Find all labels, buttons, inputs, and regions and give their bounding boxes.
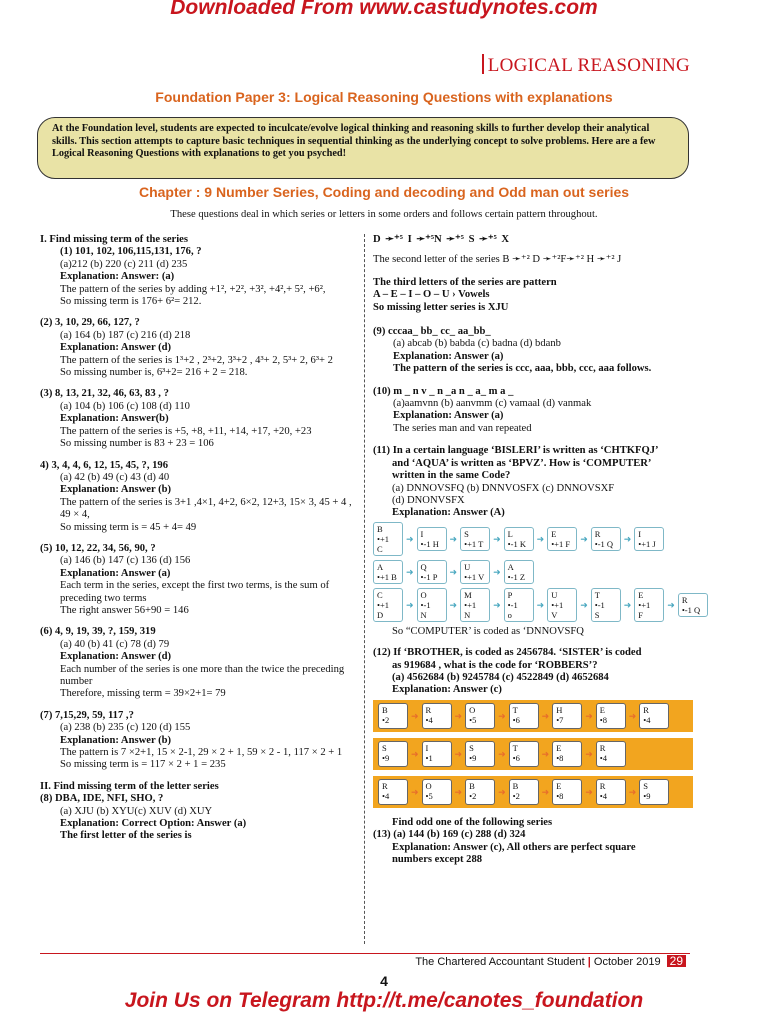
- question-10: [373, 386, 705, 436]
- arrow-icon: ➜: [493, 533, 501, 544]
- heading-bar: [482, 54, 484, 74]
- code-box-text: I: [420, 528, 424, 539]
- question-3: [40, 388, 355, 450]
- code-box-text: •-1: [507, 599, 518, 610]
- code-box-text: O: [425, 780, 432, 791]
- code-box-text: •-1: [594, 599, 605, 610]
- q6-line2: Therefore, missing term = 39×2+1= 79: [60, 688, 226, 700]
- question-7: [40, 710, 355, 772]
- q13-series: (13) (a) 144 (b) 169 (c) 288 (d) 324: [373, 829, 526, 841]
- code-box-text: •8: [556, 752, 564, 763]
- code-box-text: •2: [382, 714, 390, 725]
- code-box: [596, 741, 626, 767]
- code-box-text: •+1: [638, 599, 651, 610]
- code-box-text: S: [382, 742, 387, 753]
- q9-explanation: Explanation: Answer (a): [393, 350, 504, 362]
- question-8: [40, 781, 355, 843]
- footer-rule: [40, 953, 690, 954]
- code-box-text: •7: [556, 714, 564, 725]
- section-heading: [482, 54, 690, 74]
- paper-title: Foundation Paper 3: Logical Reasoning Questions with explanations: [155, 89, 613, 105]
- code-box-text: B: [377, 523, 383, 534]
- column-divider: [364, 234, 365, 944]
- code-box-text: I: [638, 528, 642, 539]
- arrow-icon: ➜: [585, 710, 593, 721]
- arrow-icon: ➜: [406, 599, 414, 610]
- q4-line2: So missing term is = 45 + 4= 49: [60, 521, 197, 533]
- q5-line2: The right answer 56+90 = 146: [60, 604, 189, 616]
- arrow-icon: ➜: [449, 599, 458, 610]
- code-box: [422, 741, 452, 767]
- q8-explanation: Explanation: Correct Option: Answer (a): [60, 818, 247, 830]
- q11-answer: So “COMPUTER’ is coded as ‘DNNOVSFQ: [392, 625, 584, 637]
- code-box: [547, 527, 577, 551]
- code-box-text: •4: [599, 752, 607, 763]
- code-box: [465, 779, 495, 805]
- code-box-text: •9: [382, 752, 390, 763]
- footer-issue: October 2019: [593, 956, 661, 968]
- code-box: [504, 527, 534, 551]
- q7-explanation: Explanation: Answer (b): [60, 734, 172, 746]
- code-box-text: •8: [556, 790, 564, 801]
- code-box-text: •6: [512, 714, 520, 725]
- code-box-text: S: [643, 780, 649, 791]
- arrow-icon: ➜: [493, 566, 501, 577]
- footer-page-number: 29: [667, 955, 686, 967]
- code-box-text: E: [556, 780, 562, 791]
- q13-heading: Find odd one of the following series: [392, 816, 553, 828]
- code-box-text: •1: [425, 752, 433, 763]
- code-box-text: •+1 V: [464, 571, 485, 582]
- code-box-text: L: [507, 528, 513, 539]
- code-box: [678, 593, 708, 617]
- q9-series: (9) cccaa_ bb_ cc_ aa_bb_: [373, 326, 491, 338]
- right-column: [373, 234, 705, 875]
- code-box-text: •+1: [464, 599, 477, 610]
- code-box: [422, 703, 452, 729]
- code-box: [373, 588, 403, 622]
- q6-line1: Each number of the series is one more than the twice the preceding number: [60, 663, 345, 687]
- code-box-text: •-1 H: [420, 538, 439, 549]
- code-box-text: •-1 K: [507, 538, 526, 549]
- code-box-text: •9: [469, 752, 477, 763]
- chapter-subtitle: These questions deal in which series or letters in some orders and follows certain pattern throughout.: [170, 209, 598, 220]
- arrow-icon: ➜: [411, 710, 419, 721]
- code-box-text: R: [382, 780, 388, 791]
- footer-separator: |: [587, 956, 591, 968]
- arrow-icon: ➜: [623, 599, 632, 610]
- top-banner[interactable]: Downloaded From www.castudynotes.com: [170, 0, 598, 19]
- code-box-text: R: [599, 780, 606, 791]
- arrow-icon: ➜: [667, 599, 675, 610]
- arrow-icon: ➜: [406, 566, 414, 577]
- arrow-icon: ➜: [498, 748, 506, 759]
- q12-line2: as 919684 , what is the code for ‘ROBBERS’?: [392, 659, 598, 671]
- q4-options: (a) 42 (b) 49 (c) 43 (d) 40: [60, 471, 170, 483]
- q2-line1: The pattern of the series is 1³+2 , 2³+2, 3³+2 , 4³+ 2, 5³+ 2, 6³+ 2: [60, 354, 333, 366]
- question-5: [40, 543, 355, 617]
- arrow-icon: ➜: [536, 533, 545, 544]
- footer-magazine: The Chartered Accountant Student: [415, 956, 585, 968]
- question-4: [40, 460, 355, 534]
- q12-code-row-3: [373, 776, 693, 808]
- q3-explanation: Explanation: Answer(b): [60, 413, 169, 425]
- q7-options: (a) 238 (b) 235 (c) 120 (d) 155: [60, 722, 191, 734]
- q10-series: (10) m _ n v _ n _a n _ a_ m a _: [373, 385, 514, 397]
- arrow-icon: ➜: [498, 786, 506, 797]
- q8-answer: So missing letter series is XJU: [373, 301, 509, 313]
- code-box-text: B: [382, 704, 388, 715]
- q5-line1: Each term in the series, except the first two terms, is the sum of preceding two terms: [60, 580, 330, 604]
- q11-options-1: (a) DNNOVSFQ (b) DNNVOSFX (c) DNNOVSXF: [392, 482, 615, 494]
- code-box-text: M: [464, 589, 472, 600]
- code-box-text: A: [377, 561, 384, 572]
- code-box: [509, 779, 539, 805]
- code-box-text: •+1: [551, 599, 564, 610]
- q8-line1: The first letter of the series is: [60, 830, 192, 842]
- arrow-icon: ➜: [580, 599, 588, 610]
- q5-explanation: Explanation: Answer (a): [60, 567, 171, 579]
- q1-line2: So missing term is 176+ 6²= 212.: [60, 296, 202, 308]
- q1-options: (a)212 (b) 220 (c) 211 (d) 235: [60, 258, 188, 270]
- q8-arrow-line-1: D ➛⁺⁵ I ➛⁺⁵N ➛⁺⁵ S ➛⁺⁵ X: [373, 234, 510, 245]
- q4-explanation: Explanation: Answer (b): [60, 484, 172, 496]
- q11-code-row-1: [373, 522, 705, 556]
- code-box-text: •8: [599, 714, 607, 725]
- code-box-text: T: [512, 704, 518, 715]
- code-box-text: U: [551, 589, 558, 600]
- code-box-text: o: [507, 609, 512, 620]
- code-box: [417, 588, 447, 622]
- arrow-icon: ➜: [541, 710, 550, 721]
- code-box-text: P: [507, 589, 513, 600]
- q8-series: (8) DBA, IDE, NFI, SHO, ?: [40, 793, 164, 805]
- q2-line2: So missing number is, 6³+2= 216 + 2 = 218.: [60, 367, 248, 379]
- code-box-text: C: [377, 543, 383, 554]
- q4-line1: The pattern of the series is 3+1 ,4×1, 4+2, 6×2, 12+3, 15× 3, 45 + 4 , 49 × 4,: [60, 496, 352, 521]
- q11-options-2: (d) DNONVSFX: [392, 494, 465, 506]
- code-box-text: •+1 T: [464, 538, 484, 549]
- code-box-text: I: [425, 742, 429, 753]
- code-box-text: R: [599, 742, 606, 753]
- code-box: [460, 588, 490, 622]
- q12-code-row-1: [373, 700, 693, 732]
- q8-vowels: A – E – I – O – U › Vowels: [373, 289, 490, 301]
- code-box: [465, 703, 495, 729]
- q11-code-row-3: [373, 588, 705, 622]
- q6-explanation: Explanation: Answer (d): [60, 651, 172, 663]
- q8-arrow-line-2: The second letter of the series B ➛⁺² D ➛⁺²F➛⁺² H ➛⁺² J: [373, 254, 622, 266]
- arrow-icon: ➜: [454, 710, 463, 721]
- code-box-text: •-1: [420, 599, 431, 610]
- arrow-icon: ➜: [585, 748, 593, 759]
- code-box-text: •-1 Z: [507, 571, 526, 582]
- arrow-icon: ➜: [454, 786, 463, 797]
- q10-options: (a)aamvnn (b) aanvmm (c) vamaal (d) vanmak: [393, 398, 592, 410]
- arrow-icon: ➜: [536, 599, 545, 610]
- arrow-icon: ➜: [406, 533, 414, 544]
- q2-options: (a) 164 (b) 187 (c) 216 (d) 218: [60, 329, 191, 341]
- q11-line1: (11) In a certain language ‘BISLERI’ is written as ‘CHTKFQJ’: [373, 445, 659, 457]
- code-box-text: •5: [425, 790, 433, 801]
- code-box: [378, 703, 408, 729]
- code-box-text: •-1 Q: [681, 604, 701, 615]
- code-box-text: U: [464, 561, 471, 572]
- code-box-text: •4: [425, 714, 433, 725]
- code-box: [509, 741, 539, 767]
- code-box-text: •-1 P: [420, 571, 438, 582]
- q5-options: (a) 146 (b) 147 (c) 136 (d) 156: [60, 555, 191, 567]
- q4-series: 4) 3, 4, 4, 6, 12, 15, 45, ?, 196: [40, 459, 169, 471]
- q5-series: (5) 10, 12, 22, 34, 56, 90, ?: [40, 542, 156, 554]
- code-box: [591, 588, 621, 622]
- code-box: [417, 560, 447, 584]
- q7-line2: So missing term is = 117 × 2 + 1 = 235: [60, 759, 226, 771]
- code-box-text: T: [594, 589, 600, 600]
- code-box-text: •2: [512, 790, 520, 801]
- code-box-text: •+1 J: [638, 538, 656, 549]
- code-box-text: O: [469, 704, 476, 715]
- code-box-text: N: [420, 609, 427, 620]
- code-box-text: E: [599, 704, 605, 715]
- code-box-text: •+1 B: [377, 571, 397, 582]
- code-box-text: O: [420, 589, 427, 600]
- code-box-text: R: [643, 704, 649, 715]
- q11-line3: written in the same Code?: [392, 470, 511, 482]
- footer: [415, 955, 686, 968]
- code-box-text: •+1: [377, 533, 390, 544]
- q1-line1: The pattern of the series by adding +1², +2², +3², +4²,+ 5², +6²,: [60, 283, 326, 295]
- q6-options: (a) 40 (b) 41 (c) 78 (d) 79: [60, 638, 170, 650]
- q1-explanation: Explanation: Answer: (a): [60, 271, 175, 283]
- code-box-text: Q: [420, 561, 427, 572]
- code-box-text: •+1 F: [551, 538, 571, 549]
- q10-line1: The series man and van repeated: [393, 422, 532, 434]
- arrow-icon: ➜: [541, 786, 550, 797]
- q12-line1: (12) If ‘BROTHER, is coded as 2456784. ‘SISTER’ is coded: [373, 647, 642, 659]
- arrow-icon: ➜: [623, 533, 632, 544]
- question-6: [40, 626, 355, 700]
- q8-options: (a) XJU (b) XYU(c) XUV (d) XUY: [60, 805, 213, 817]
- code-box: [504, 588, 534, 622]
- q3-line1: The pattern of the series is +5, +8, +11, +14, +17, +20, +23: [60, 425, 312, 437]
- code-box-text: H: [556, 704, 563, 715]
- section-heading-text: LOGICAL REASONING: [487, 55, 690, 76]
- q2-explanation: Explanation: Answer (d): [60, 342, 172, 354]
- code-box-text: D: [377, 609, 384, 620]
- code-box-text: V: [551, 609, 558, 620]
- question-11: [373, 445, 705, 638]
- code-box-text: C: [377, 589, 383, 600]
- q12-code-row-2: [373, 738, 693, 770]
- code-box-text: S: [594, 609, 600, 620]
- code-box: [552, 779, 582, 805]
- code-box-text: •4: [643, 714, 651, 725]
- q9-line1: The pattern of the series is ccc, aaa, bbb, ccc, aaa follows.: [393, 363, 652, 375]
- arrow-icon: ➜: [498, 710, 506, 721]
- code-box: [639, 703, 669, 729]
- code-box: [373, 560, 403, 584]
- code-box: [378, 779, 408, 805]
- question-9: [373, 326, 705, 376]
- code-box: [509, 703, 539, 729]
- question-12: [373, 647, 705, 808]
- code-box: [634, 527, 664, 551]
- code-box: [596, 703, 626, 729]
- q1-heading: I. Find missing term of the series: [40, 234, 189, 245]
- arrow-icon: ➜: [454, 748, 463, 759]
- code-box-text: B: [469, 780, 475, 791]
- q3-series: (3) 8, 13, 21, 32, 46, 63, 83 , ?: [40, 388, 169, 400]
- arrow-icon: ➜: [449, 566, 458, 577]
- arrow-icon: ➜: [585, 786, 593, 797]
- code-box-text: •2: [469, 790, 477, 801]
- q3-line2: So missing number is 83 + 23 = 106: [60, 438, 214, 450]
- arrow-icon: ➜: [628, 710, 637, 721]
- q11-line2: and ‘AQUA’ is written as ‘BPVZ’. How is ‘COMPUTER’: [392, 457, 652, 469]
- code-box-text: S: [469, 742, 474, 753]
- code-box-text: N: [464, 609, 471, 620]
- code-box: [465, 741, 495, 767]
- arrow-icon: ➜: [411, 748, 419, 759]
- arrow-icon: ➜: [449, 533, 458, 544]
- code-box: [460, 560, 490, 584]
- code-box-text: •5: [469, 714, 477, 725]
- q1-series: (1) 101, 102, 106,115,131, 176, ?: [60, 246, 202, 258]
- code-box: [634, 588, 664, 622]
- q8-heading: II. Find missing term of the letter series: [40, 780, 219, 792]
- q8-third-letters: The third letters of the series are pattern: [373, 276, 557, 288]
- code-box-text: S: [464, 528, 469, 539]
- code-box: [378, 741, 408, 767]
- arrow-icon: ➜: [411, 786, 419, 797]
- code-box: [373, 522, 403, 556]
- q12-explanation: Explanation: Answer (c): [392, 684, 502, 696]
- code-box: [552, 703, 582, 729]
- q12-options: (a) 4562684 (b) 9245784 (c) 4522849 (d) 4652684: [392, 671, 609, 683]
- page-number: 4: [380, 973, 388, 989]
- code-box: [596, 779, 626, 805]
- arrow-icon: ➜: [580, 533, 588, 544]
- code-box: [552, 741, 582, 767]
- code-box: [422, 779, 452, 805]
- question-13: [373, 817, 705, 867]
- code-box-text: R: [594, 528, 601, 539]
- intro-box: At the Foundation level, students are expected to inculcate/evolve logical thinking and reasoning skills to further develop their analytical skills. This section attempts to capture basic techniques in sequential thinking as the underlying concept to solve problems. Here are a few Logical Reasoning Questions with explanations to get you psyched!: [37, 117, 689, 179]
- code-box-text: R: [681, 594, 688, 605]
- code-box: [504, 560, 534, 584]
- code-box: [460, 527, 490, 551]
- arrow-icon: ➜: [541, 748, 550, 759]
- q11-code-row-2: [373, 560, 705, 584]
- code-box-text: •4: [382, 790, 390, 801]
- arrow-icon: ➜: [628, 786, 637, 797]
- code-box-text: •4: [599, 790, 607, 801]
- code-box-text: •-1 Q: [594, 538, 614, 549]
- question-2: [40, 317, 355, 379]
- q7-line1: The pattern is 7 ×2+1, 15 × 2-1, 29 × 2 + 1, 59 × 2 - 1, 117 × 2 + 1: [60, 747, 343, 759]
- q9-options: (a) abcab (b) babda (c) badna (d) bdanb: [393, 338, 561, 350]
- q7-series: (7) 7,15,29, 59, 117 ,?: [40, 709, 134, 721]
- code-box-text: •9: [643, 790, 651, 801]
- code-box: [591, 527, 621, 551]
- left-column: [40, 234, 355, 852]
- code-box-text: •+1: [377, 599, 390, 610]
- code-box-text: T: [512, 742, 518, 753]
- q11-explanation: Explanation: Answer (A): [392, 507, 505, 519]
- chapter-title: Chapter : 9 Number Series, Coding and decoding and Odd man out series: [138, 184, 630, 200]
- code-box-text: E: [638, 589, 644, 600]
- code-box: [417, 527, 447, 551]
- code-box-text: A: [507, 561, 514, 572]
- code-box-text: E: [551, 528, 557, 539]
- q3-options: (a) 104 (b) 106 (c) 108 (d) 110: [60, 400, 190, 412]
- code-box: [639, 779, 669, 805]
- arrow-icon: ➜: [493, 599, 501, 610]
- code-box-text: •6: [512, 752, 520, 763]
- q6-series: (6) 4, 9, 19, 39, ?, 159, 319: [40, 626, 156, 638]
- code-box-text: F: [638, 609, 644, 620]
- q10-explanation: Explanation: Answer (a): [393, 410, 504, 422]
- q2-series: (2) 3, 10, 29, 66, 127, ?: [40, 317, 140, 329]
- question-1: [40, 234, 355, 308]
- q13-explanation: Explanation: Answer (c), All others are perfect square: [392, 841, 636, 853]
- code-box: [547, 588, 577, 622]
- code-box-text: E: [556, 742, 562, 753]
- q13-line2: numbers except 288: [392, 853, 483, 865]
- bottom-banner[interactable]: Join Us on Telegram http://t.me/canotes_foundation: [124, 989, 644, 1012]
- code-box-text: B: [512, 780, 519, 791]
- code-box-text: R: [425, 704, 432, 715]
